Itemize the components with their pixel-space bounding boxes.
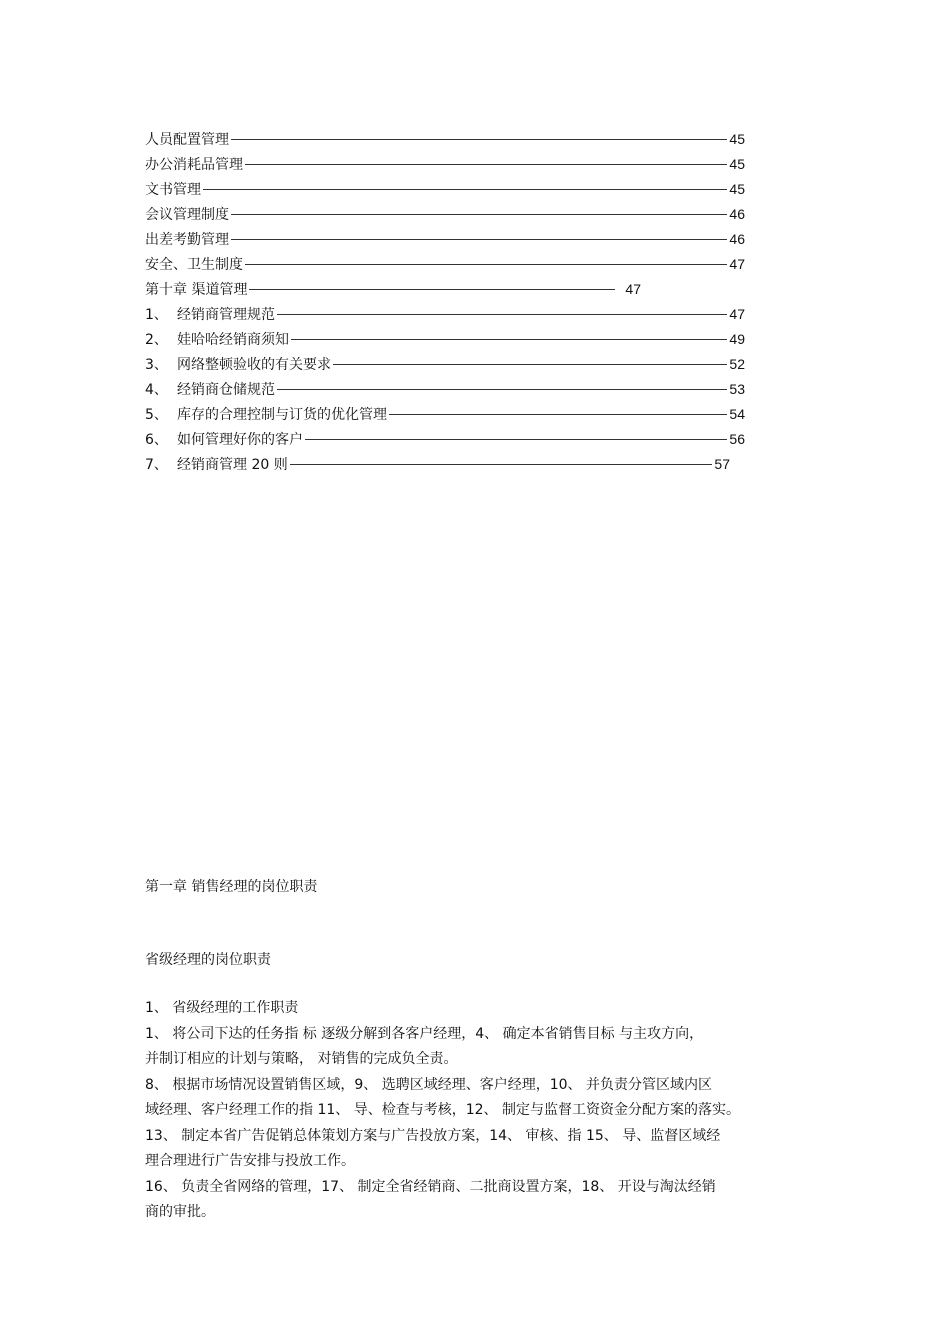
toc-entry-title: 经销商管理 20 则: [177, 456, 288, 473]
toc-leader: [231, 214, 727, 215]
chapter-title: 第一章 销售经理的岗位职责: [145, 879, 318, 895]
toc-entry[interactable]: [145, 326, 745, 351]
toc-entry-number: 4、: [145, 381, 168, 398]
paragraph-line: 域经理、客户经理工作的指 11、 导、检查与考核，12、 制定与监督工资资金分配方案的落实。: [145, 1102, 740, 1118]
toc-entry-title: 网络整顿验收的有关要求: [177, 356, 331, 373]
toc-entry[interactable]: [145, 426, 745, 451]
paragraph-line: 8、 根据市场情况设置销售区域，9、 选聘区域经理、客户经理，10、 并负责分管区域内区: [145, 1076, 712, 1093]
toc-entry-page: 46: [729, 230, 745, 247]
paragraph-line: 并制订相应的计划与策略， 对销售的完成负全责。: [145, 1051, 458, 1067]
toc-leader: [245, 264, 727, 265]
toc-chapter-entry[interactable]: [145, 276, 641, 301]
toc-leader: [333, 364, 727, 365]
toc-entry[interactable]: [145, 376, 745, 401]
toc-entry[interactable]: [145, 176, 745, 201]
toc-leader: [277, 314, 727, 315]
toc-entry-page: 52: [729, 355, 745, 372]
toc-leader: [245, 164, 727, 165]
toc-leader: [231, 239, 727, 240]
toc-entry-title: 库存的合理控制与订货的优化管理: [177, 406, 387, 423]
toc-entry-page: 45: [729, 130, 745, 147]
toc-entry-number: 7、: [145, 456, 168, 473]
paragraph-line: 商的审批。: [145, 1204, 215, 1220]
toc-entry-number: 2、: [145, 331, 168, 348]
body-text: [145, 996, 825, 1226]
toc-entry-page: 54: [729, 405, 745, 422]
toc-chapter-title: 第十章 渠道管理: [145, 281, 248, 298]
paragraph-line: 1、 将公司下达的任务指 标 逐级分解到各客户经理，4、 确定本省销售目标 与主攻方向，: [145, 1025, 704, 1042]
toc-entry-title: 娃哈哈经销商须知: [177, 331, 289, 348]
toc-entry-page: 47: [729, 255, 745, 272]
toc-leader: [290, 464, 713, 465]
toc-entry[interactable]: [145, 126, 745, 151]
toc-entry-title: 出差考勤管理: [145, 231, 229, 248]
toc-entry-page: 46: [729, 205, 745, 222]
toc-entry-number: 6、: [145, 431, 168, 448]
toc-entry-title: 经销商仓储规范: [177, 381, 275, 398]
toc-entry-number: 5、: [145, 406, 168, 423]
toc-entry-title: 会议管理制度: [145, 206, 229, 223]
toc-entry-title: 办公消耗品管理: [145, 156, 243, 173]
section-title: 省级经理的岗位职责: [145, 952, 271, 968]
toc-entry-title: 经销商管理规范: [177, 306, 275, 323]
toc-entry-page: 56: [729, 430, 745, 447]
paragraph-line: 13、 制定本省广告促销总体策划方案与广告投放方案，14、 审核、指 15、 导、监督区域经: [145, 1127, 721, 1144]
toc-leader: [203, 189, 727, 190]
toc-entry-page: 47: [729, 305, 745, 322]
toc-entry-page: 53: [729, 380, 745, 397]
toc-leader: [305, 439, 727, 440]
paragraph-line: 16、 负责全省网络的管理，17、 制定全省经销商、二批商设置方案，18、 开设与淘汰经销: [145, 1178, 716, 1195]
toc-entry[interactable]: [145, 401, 745, 426]
toc-entry-title: 安全、卫生制度: [145, 256, 243, 273]
toc-entry-page: 49: [729, 330, 745, 347]
toc-entry-page: 45: [729, 155, 745, 172]
toc-entry-number: 1、: [145, 306, 168, 323]
toc-entry[interactable]: [145, 201, 745, 226]
toc-leader: [277, 389, 727, 390]
toc-leader: [231, 139, 727, 140]
toc-entry-page: 57: [714, 455, 730, 472]
toc-entry[interactable]: [145, 151, 745, 176]
toc-entry[interactable]: [145, 251, 745, 276]
toc-entry-page: 45: [729, 180, 745, 197]
toc-entry-title: 文书管理: [145, 181, 201, 198]
table-of-contents: [145, 126, 745, 476]
toc-entry[interactable]: [145, 301, 745, 326]
toc-leader: [249, 289, 615, 290]
toc-entry-number: 3、: [145, 356, 168, 373]
toc-entry[interactable]: [145, 351, 745, 376]
toc-entry-title: 如何管理好你的客户: [177, 431, 303, 448]
paragraph-line: 理合理进行广告安排与投放工作。: [145, 1153, 355, 1169]
toc-entry-title: 人员配置管理: [145, 131, 229, 148]
toc-chapter-page: 47: [625, 280, 641, 297]
toc-entry[interactable]: [145, 226, 745, 251]
toc-entry[interactable]: [145, 451, 730, 476]
toc-leader: [291, 339, 727, 340]
paragraph-line: 1、 省级经理的工作职责: [145, 1000, 299, 1016]
toc-leader: [389, 414, 727, 415]
